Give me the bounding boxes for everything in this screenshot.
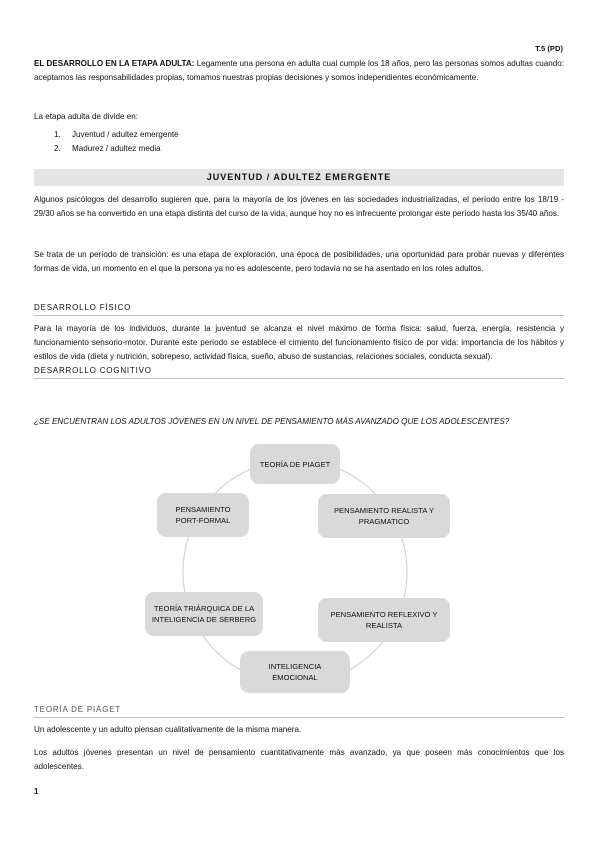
piaget-paragraph-2: Los adultos jóvenes presentan un nivel de pensamiento cuantitativamente más avanzado, ya que poseen más conocimientos que los adolescentes. [34, 748, 564, 771]
section1-paragraph-2: Se trata de un período de transición: es una etapa de exploración, una época de posibilidades, una oportunidad para probar nuevas y diferentes formas de vida, un momento en el que la persona ya no es adolescente, pero todavía no se ha asentado en los roles adultos. [34, 250, 564, 273]
section1-paragraph-1: Algunos psicólogos del desarrollo sugieren que, para la mayoría de los jóvenes en las sociedades industrializadas, el período entre los 18/19 - 29/30 años se ha convertido en una etapa distinta del curso de la vida, aunque hoy no es infrecuente prolongar este período hasta los 35/40 años. [34, 195, 564, 218]
cognitivo-question: ¿SE ENCUENTRAN LOS ADULTOS JÓVENES EN UN NIVEL DE PENSAMIENTO MÁS AVANZADO QUE LOS ADOLESCENTES? [34, 417, 510, 426]
node-pensamiento-realista: PENSAMIENTO REALISTA Y PRAGMATICO [318, 494, 450, 538]
node-pensamiento-postformal: PENSAMIENTO PORT-FORMAL [157, 493, 249, 537]
cognitivo-heading: DESARROLLO COGNITIVO [34, 366, 564, 379]
intro-text: Legamente una persona en adulta cual cumple los 18 años, pero las personas somos adultas cuando: aceptamos las responsabilidades propias, tomamos nuestras propias decisiones y somos independientes económicamente. [34, 59, 564, 82]
list-item: 2. Madurez / adultez media [54, 144, 161, 153]
piaget-heading: TEORÍA DE PIAGET [34, 705, 564, 718]
node-inteligencia-emocional: INTELIGENCIA EMOCIONAL [240, 651, 350, 693]
page-code: T.5 (PD) [535, 44, 563, 53]
node-pensamiento-reflexivo: PENSAMIENTO REFLEXIVO Y REALISTA [318, 598, 450, 642]
list-item: 1. Juventud / adultez emergente [54, 130, 179, 139]
page-number: 1 [34, 787, 39, 796]
section-title-band: JUVENTUD / ADULTEZ EMERGENTE [34, 169, 564, 186]
divide-line: La etapa adulta de divide en: [34, 112, 138, 121]
fisico-heading: DESARROLLO FÍSICO [34, 303, 564, 316]
piaget-paragraph-1: Un adolescente y un adulto piensan cualitativamente de la misma manera. [34, 725, 302, 734]
node-teoria-triarquica: TEORÍA TRIÁRQUICA DE LA INTELIGENCIA DE SERBERG [145, 592, 263, 636]
node-teoria-piaget: TEORÍA DE PIAGET [250, 444, 340, 484]
fisico-paragraph: Para la mayoría de los individuos, durante la juventud se alcanza el nivel máximo de forma física: salud, fuerza, energía, resistencia y funcionamiento sensorio-motor. Durante este período se establece el cimiento del funcionamiento físico de por vida: importancia de los hábitos y estilos de vida (dieta y nutrición, sobrepeso, actividad física, sueño, abuso de sustancias, relaciones sociales, conducta sexual). [34, 324, 564, 361]
intro-lead: EL DESARROLLO EN LA ETAPA ADULTA: [34, 59, 195, 68]
